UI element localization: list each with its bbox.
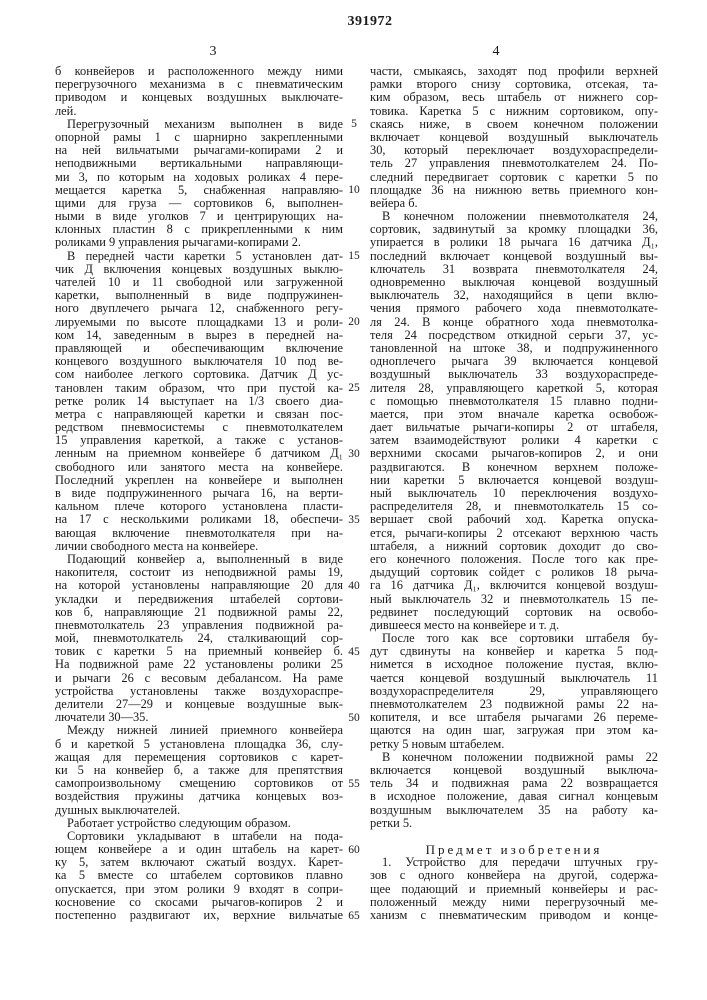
text-line: штабеля, а нижний сортовик доходит до сво- bbox=[370, 540, 658, 553]
text-line: лируемыми по высоте площадками 13 и роли- bbox=[55, 316, 343, 329]
text-line: ми 3, по которым на ходовых роликах 4 пере- bbox=[55, 171, 343, 184]
text-line: чается концевой воздушный выключатель 11 bbox=[370, 672, 658, 685]
text-line: Сортовики укладывают в штабели на пода- bbox=[55, 830, 343, 843]
text-line: ков б, направляющие 21 подвижной рамы 22, bbox=[55, 606, 343, 619]
text-line: душных выключателей. bbox=[55, 804, 343, 817]
text-line: Последний укреплен на конвейере и выполнен bbox=[55, 474, 343, 487]
text-line: воздушным выключателем 35 на работу ка- bbox=[370, 804, 658, 817]
text-line: приводом и концевых воздушных выключате- bbox=[55, 91, 343, 104]
text-line: кальном плече которого установлена пласти- bbox=[55, 500, 343, 513]
text-line: на ней вильчатыми рычагами-копирами 2 и bbox=[55, 144, 343, 157]
text-line: одновременно выключая концевой воздушный bbox=[370, 276, 658, 289]
text-line: нии каретки 5 включается концевой воздуш- bbox=[370, 474, 658, 487]
text-line: включается концевой воздушный выключа- bbox=[370, 764, 658, 777]
text-line: одноплечего рычага 39 включается концевой bbox=[370, 355, 658, 368]
text-line: ка 5 вместе со штабелем сортовиков плавно bbox=[55, 869, 343, 882]
text-line: воздействия пружины датчика концевых воз- bbox=[55, 790, 343, 803]
text-line: вейера б. bbox=[370, 197, 658, 210]
text-line: правляющей и обеспечивающим включение bbox=[55, 342, 343, 355]
text-line: жащая для перемещения сортовиков с карет- bbox=[55, 751, 343, 764]
text-line: щаются на один шаг, загружая при этом ка- bbox=[370, 724, 658, 737]
text-line: сортовик, задвинутый за кромку площадки 36, bbox=[370, 223, 658, 236]
text-line: концевого воздушного выключателя 10 под ве- bbox=[55, 355, 343, 368]
line-number: 65 bbox=[343, 910, 365, 923]
text-line: чения прямого рабочего хода пневмотолкате- bbox=[370, 302, 658, 315]
text-line: ный выключатель 10 переключения воздухо- bbox=[370, 487, 658, 500]
paragraph bbox=[370, 210, 658, 632]
text-line: на 17 с несколькими роликами 18, обеспечи- bbox=[55, 513, 343, 526]
text-line: неподвижными вертикальными направляющи- bbox=[55, 157, 343, 170]
paragraph bbox=[55, 118, 343, 250]
text-line: дут сдвинуты на конвейер и каретка 5 под- bbox=[370, 645, 658, 658]
text-line: тель 34 и подвижная рама 22 возвращается bbox=[370, 777, 658, 790]
text-line: в виде подпружиненного рычага 16, на верти- bbox=[55, 487, 343, 500]
patent-number: 391972 bbox=[330, 14, 410, 30]
text-line: накопителя, состоит из неподвижной рамы 19, bbox=[55, 566, 343, 579]
paragraph bbox=[55, 724, 343, 816]
text-line: Между нижней линией приемного конвейера bbox=[55, 724, 343, 737]
text-line: постепенно раздвигают их, верхние вильчатые bbox=[55, 909, 343, 922]
line-number: 60 bbox=[343, 844, 365, 857]
line-number: 40 bbox=[343, 580, 365, 593]
line-number: 10 bbox=[343, 184, 365, 197]
text-line: выключатель 32, находящийся в цепи вклю- bbox=[370, 289, 658, 302]
text-line: 15 управления кареткой, а также с установ- bbox=[55, 434, 343, 447]
text-line: вающая включение пневмотолкателя при на- bbox=[55, 527, 343, 540]
text-line: копителя, и все штабеля рычагами 26 переме- bbox=[370, 711, 658, 724]
line-number: 45 bbox=[343, 646, 365, 659]
text-line: тановленной на штоке 38, и подпружиненного bbox=[370, 342, 658, 355]
text-line: пневмотолкателем 23 подвижной рамы 22 на- bbox=[370, 698, 658, 711]
text-line: роликами 9 управления рычагами-копирами 2. bbox=[55, 236, 343, 249]
text-line: с помощью пневмотолкателя 15 плавно подни- bbox=[370, 395, 658, 408]
text-line: 30, который переключает воздухораспредели- bbox=[370, 144, 658, 157]
text-line: метра с направляющей каретки и связан пос- bbox=[55, 408, 343, 421]
text-line: редством пневмосистемы с пневмотолкателем bbox=[55, 421, 343, 434]
right-page-number: 4 bbox=[481, 44, 511, 60]
left-text-column bbox=[55, 65, 343, 922]
left-page-number: 3 bbox=[198, 44, 228, 60]
text-line: редвинет последующий сортовик на освобо- bbox=[370, 606, 658, 619]
text-line: затем взаимодействуют ролики 4 каретки с bbox=[370, 434, 658, 447]
text-line: Перегрузочный механизм выполнен в виде bbox=[55, 118, 343, 131]
text-line: вершает свой рабочий ход. Каретка опуска- bbox=[370, 513, 658, 526]
text-line: В передней части каретки 5 установлен дат- bbox=[55, 250, 343, 263]
text-line: На подвижной раме 22 установлены ролики 25 bbox=[55, 658, 343, 671]
text-line: Подающий конвейер а, выполненный в виде bbox=[55, 553, 343, 566]
paragraph bbox=[55, 65, 343, 118]
text-line: ля 24. В конце обратного хода пневмотолка- bbox=[370, 316, 658, 329]
text-line: косновение со скосами рычагов-копиров 2 и bbox=[55, 896, 343, 909]
text-line: личии свободного места на конвейере. bbox=[55, 540, 343, 553]
text-line: ключатель 31 возврата пневмотолкателя 24, bbox=[370, 263, 658, 276]
text-line: ку 5, затем включают сжатый воздух. Карет- bbox=[55, 856, 343, 869]
text-line: и рычаги 26 с весовым дебалансом. На раме bbox=[55, 672, 343, 685]
text-line: тановлен таким образом, что при пустой ка- bbox=[55, 382, 343, 395]
text-line: ющем конвейере а и один штабель на карет- bbox=[55, 843, 343, 856]
text-line: ленным на приемном конвейере б датчиком Д₁ bbox=[55, 447, 343, 460]
text-line: ким образом, весь штабель от нижнего сор- bbox=[370, 91, 658, 104]
text-line: товика. Каретка 5 с нижним сортовиком, опу- bbox=[370, 105, 658, 118]
text-line: чателей 10 и 11 свободной или загруженной bbox=[55, 276, 343, 289]
line-number: 30 bbox=[343, 448, 365, 461]
text-line: лителя 28, управляющего кареткой 5, которая bbox=[370, 382, 658, 395]
text-line: упирается в ролики 18 рычага 16 датчика Д₁, bbox=[370, 236, 658, 249]
paragraph bbox=[55, 553, 343, 724]
text-line: его конечного положения. После того как пре- bbox=[370, 553, 658, 566]
text-line: пневмотолкатель 23 управления подвижной ра- bbox=[55, 619, 343, 632]
text-line: ется, рычаги-копиры 2 отсекают верхнюю часть bbox=[370, 527, 658, 540]
text-line: После того как все сортовики штабеля бу- bbox=[370, 632, 658, 645]
text-line: ретки 5. bbox=[370, 817, 658, 830]
text-line: зов с одного конвейера на другой, содержа- bbox=[370, 869, 658, 882]
heading-text: Предмет изобретения bbox=[370, 843, 658, 856]
text-line: 1. Устройство для передачи штучных гру- bbox=[370, 856, 658, 869]
text-line: верхними скосами рычагов-копиров 2, и они bbox=[370, 447, 658, 460]
paragraph bbox=[55, 817, 343, 830]
text-line: лей. bbox=[55, 105, 343, 118]
text-line: б и кареткой 5 установлена площадка 36, слу- bbox=[55, 738, 343, 751]
text-line: ретку 5 новым штабелем. bbox=[370, 738, 658, 751]
text-line: укладки и передвижения штабелей сортови- bbox=[55, 593, 343, 606]
paragraph bbox=[370, 65, 658, 210]
line-number: 20 bbox=[343, 316, 365, 329]
section-heading bbox=[370, 830, 658, 856]
line-number: 15 bbox=[343, 250, 365, 263]
text-line: нимется в исходное положение пустая, вклю- bbox=[370, 658, 658, 671]
text-line: сом наиболее легкого сортовика. Датчик Д ус- bbox=[55, 368, 343, 381]
line-number: 55 bbox=[343, 778, 365, 791]
text-line: ком 14, заведенным в вырез в передней на- bbox=[55, 329, 343, 342]
text-line: ретке ролик 14 выступает на 1/3 своего диа- bbox=[55, 395, 343, 408]
text-line: на которой установлены направляющие 20 для bbox=[55, 579, 343, 592]
text-line: рамки второго снизу сортовика, отсекая, та- bbox=[370, 78, 658, 91]
text-line: каретки, выполненный в виде подпружинен- bbox=[55, 289, 343, 302]
text-line: га 16 датчика Д₁, включится концевой воздуш- bbox=[370, 579, 658, 592]
text-line: свободного или занятого места на конвейере. bbox=[55, 461, 343, 474]
line-number: 5 bbox=[343, 118, 365, 131]
text-line: ного двуплечего рычага 12, снабженного регу- bbox=[55, 302, 343, 315]
text-line: б конвейеров и расположенного между ними bbox=[55, 65, 343, 78]
paragraph bbox=[370, 751, 658, 830]
text-line: раздвигаются. В конечном верхнем положе- bbox=[370, 461, 658, 474]
text-line: товик с каретки 5 на приемный конвейер б. bbox=[55, 645, 343, 658]
text-line: положенный между ними перегрузочный ме- bbox=[370, 896, 658, 909]
paragraph bbox=[370, 632, 658, 751]
text-line: мой, пневмотолкатель 24, сталкивающий сор- bbox=[55, 632, 343, 645]
text-line: щими для груза — сортовиков 6, выполнен- bbox=[55, 197, 343, 210]
line-number: 35 bbox=[343, 514, 365, 527]
text-line: опускается, при этом ролики 9 входят в сопри- bbox=[55, 883, 343, 896]
text-line: клонных пластин 8 с прикрепленными к ним bbox=[55, 223, 343, 236]
text-line: самопроизвольному смещению сортовиков от bbox=[55, 777, 343, 790]
text-line: тель 27 управления пневмотолкателем 24. По- bbox=[370, 157, 658, 170]
text-line: дившееся место на конвейере и т. д. bbox=[370, 619, 658, 632]
text-line: устройства установлены также воздухораспре- bbox=[55, 685, 343, 698]
text-line: делители 27—29 и концевые воздушные вык- bbox=[55, 698, 343, 711]
text-line: последний включает концевой воздушный вы- bbox=[370, 250, 658, 263]
text-line: опорной рамы 1 с шарнирно закрепленными bbox=[55, 131, 343, 144]
text-line: мается, при этом вначале каретка освобож- bbox=[370, 408, 658, 421]
line-number: 50 bbox=[343, 712, 365, 725]
text-line: включает концевой воздушный выключатель bbox=[370, 131, 658, 144]
text-line: В конечном положении подвижной рамы 22 bbox=[370, 751, 658, 764]
paragraph bbox=[55, 250, 343, 553]
text-line: ки 5 на конвейер б, а также для препятствия bbox=[55, 764, 343, 777]
text-line: следний передвигает сортовик с каретки 5 по bbox=[370, 171, 658, 184]
text-line: теля 24 посредством откидной серьги 37, ус- bbox=[370, 329, 658, 342]
text-line: скаясь ниже, в своем конечном положении bbox=[370, 118, 658, 131]
text-line: дыдущий сортовик сойдет с роликов 18 рыча- bbox=[370, 566, 658, 579]
spacer bbox=[370, 830, 658, 843]
text-line: мещается каретка 5, снабженная направляю- bbox=[55, 184, 343, 197]
text-line: перегрузочного механизма в с пневматическим bbox=[55, 78, 343, 91]
text-line: В конечном положении пневмотолкателя 24, bbox=[370, 210, 658, 223]
text-line: ный выключатель 32 и пневмотолкатель 15 пе- bbox=[370, 593, 658, 606]
text-line: щее подающий и приемный конвейеры и рас- bbox=[370, 883, 658, 896]
paragraph bbox=[55, 830, 343, 922]
text-line: ханизм с пневматическим приводом и конце- bbox=[370, 909, 658, 922]
text-line: ными в виде уголков 7 и центрирующих на- bbox=[55, 210, 343, 223]
text-line: лючатели 30—35. bbox=[55, 711, 343, 724]
text-line: Работает устройство следующим образом. bbox=[55, 817, 343, 830]
right-text-column bbox=[370, 65, 658, 922]
text-line: воздушный выключатель 33 воздухораспреде- bbox=[370, 368, 658, 381]
text-line: чик Д включения концевых воздушных выклю- bbox=[55, 263, 343, 276]
text-line: дает вильчатые рычаги-копиры 2 от штабеля, bbox=[370, 421, 658, 434]
text-line: воздухораспределителя 29, управляющего bbox=[370, 685, 658, 698]
paragraph bbox=[370, 856, 658, 922]
text-line: распределителя 28, и пневмотолкатель 15 со- bbox=[370, 500, 658, 513]
text-line: части, смыкаясь, заходят под профили верхней bbox=[370, 65, 658, 78]
text-line: площадке 36 на нижнюю ветвь приемного кон- bbox=[370, 184, 658, 197]
text-line: в исходное положение, давая сигнал концевым bbox=[370, 790, 658, 803]
line-number: 25 bbox=[343, 382, 365, 395]
